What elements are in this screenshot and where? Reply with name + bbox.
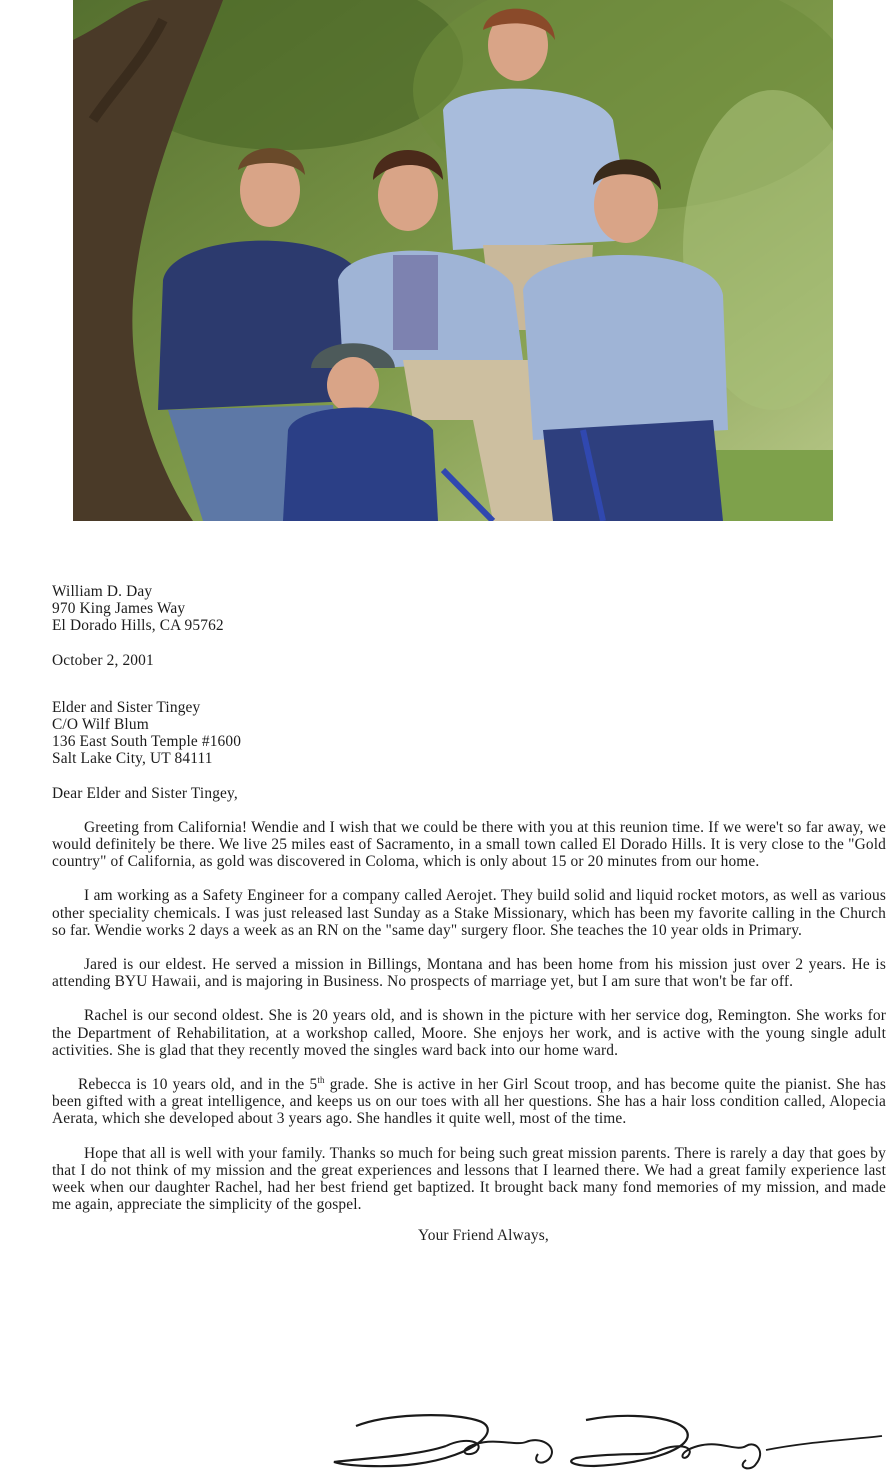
paragraph-jared: Jared is our eldest. He served a mission in Billings, Montana and has been home from his mission just over 2 years. He is attending BYU Hawaii, and is majoring in Business. No prospects of marriage yet, but I am sure that won't be far off. <box>52 956 886 991</box>
sender-city: El Dorado Hills, CA 95762 <box>52 617 224 635</box>
recipient-line-3: 136 East South Temple #1600 <box>52 733 242 751</box>
salutation: Dear Elder and Sister Tingey, <box>52 784 238 802</box>
recipient-line-4: Salt Lake City, UT 84111 <box>52 750 213 768</box>
handwritten-signature <box>326 1406 886 1473</box>
paragraph-rebecca <box>52 1076 886 1128</box>
paragraph-rachel: Rachel is our second oldest. She is 20 years old, and is shown in the picture with her service dog, Remington. She works for the Department of Rehabilitation, at a workshop called, Moore. She enjoys her work, and is active with the young single adult activities. She is glad that they recently moved the singles ward back into our home ward. <box>52 1007 886 1059</box>
recipient-address <box>52 699 886 768</box>
recipient-line-2: C/O Wilf Blum <box>52 716 149 734</box>
sender-address <box>52 583 886 635</box>
letter-date: October 2, 2001 <box>52 651 154 669</box>
paragraph-rebecca-rest: grade. She is active in her Girl Scout troop, and has become quite the pianist. She has been gifted with a great intelligence, and keeps us on our toes with all her questions. She has a hair loss condition called, Alopecia Aerata, which she developed about 3 years ago. She handles it quite well, most of the time. <box>52 1076 886 1128</box>
paragraph-work: I am working as a Safety Engineer for a company called Aerojet. They build solid and liquid rocket motors, as well as various other speciality chemicals. I was just released last Sunday as a Stake Missionary, which has been my favorite calling in the Church so far. Wendie works 2 days a week as an RN on the "same day" surgery floor. She teaches the 10 year olds in Primary. <box>52 887 886 939</box>
sender-name: William D. Day <box>52 583 153 600</box>
paragraph-greeting: Greeting from California! Wendie and I wish that we could be there with you at this reunion time. If we were't so far away, we would definitely be there. We live 25 miles east of Sacramento, in a small town called El Dorado Hills. It is very close to the "Gold country" of California, as gold was discovered in Coloma, which is only about 15 or 20 minutes from our home. <box>52 818 886 871</box>
recipient-line-1: Elder and Sister Tingey <box>52 698 201 716</box>
family-portrait-image <box>73 0 833 521</box>
letter <box>52 583 886 1245</box>
family-photo <box>73 0 833 521</box>
ordinal-suffix: th <box>317 1074 325 1085</box>
paragraph-closing-thoughts: Hope that all is well with your family. Thanks so much for being such great mission parents. There is rarely a day that goes by that I do not think of my mission and the great experiences and lessons that I learned there. We had a great family experience last week when our daughter Rachel, had her best friend get baptized. It brought back many fond memories of my mission, and made me again, appreciate the simplicity of the gospel. <box>52 1144 886 1214</box>
paragraph-rebecca-start: Rebecca is 10 years old, and in the 5 <box>78 1076 318 1094</box>
closing: Your Friend Always, <box>418 1227 549 1245</box>
sender-street: 970 King James Way <box>52 600 186 618</box>
